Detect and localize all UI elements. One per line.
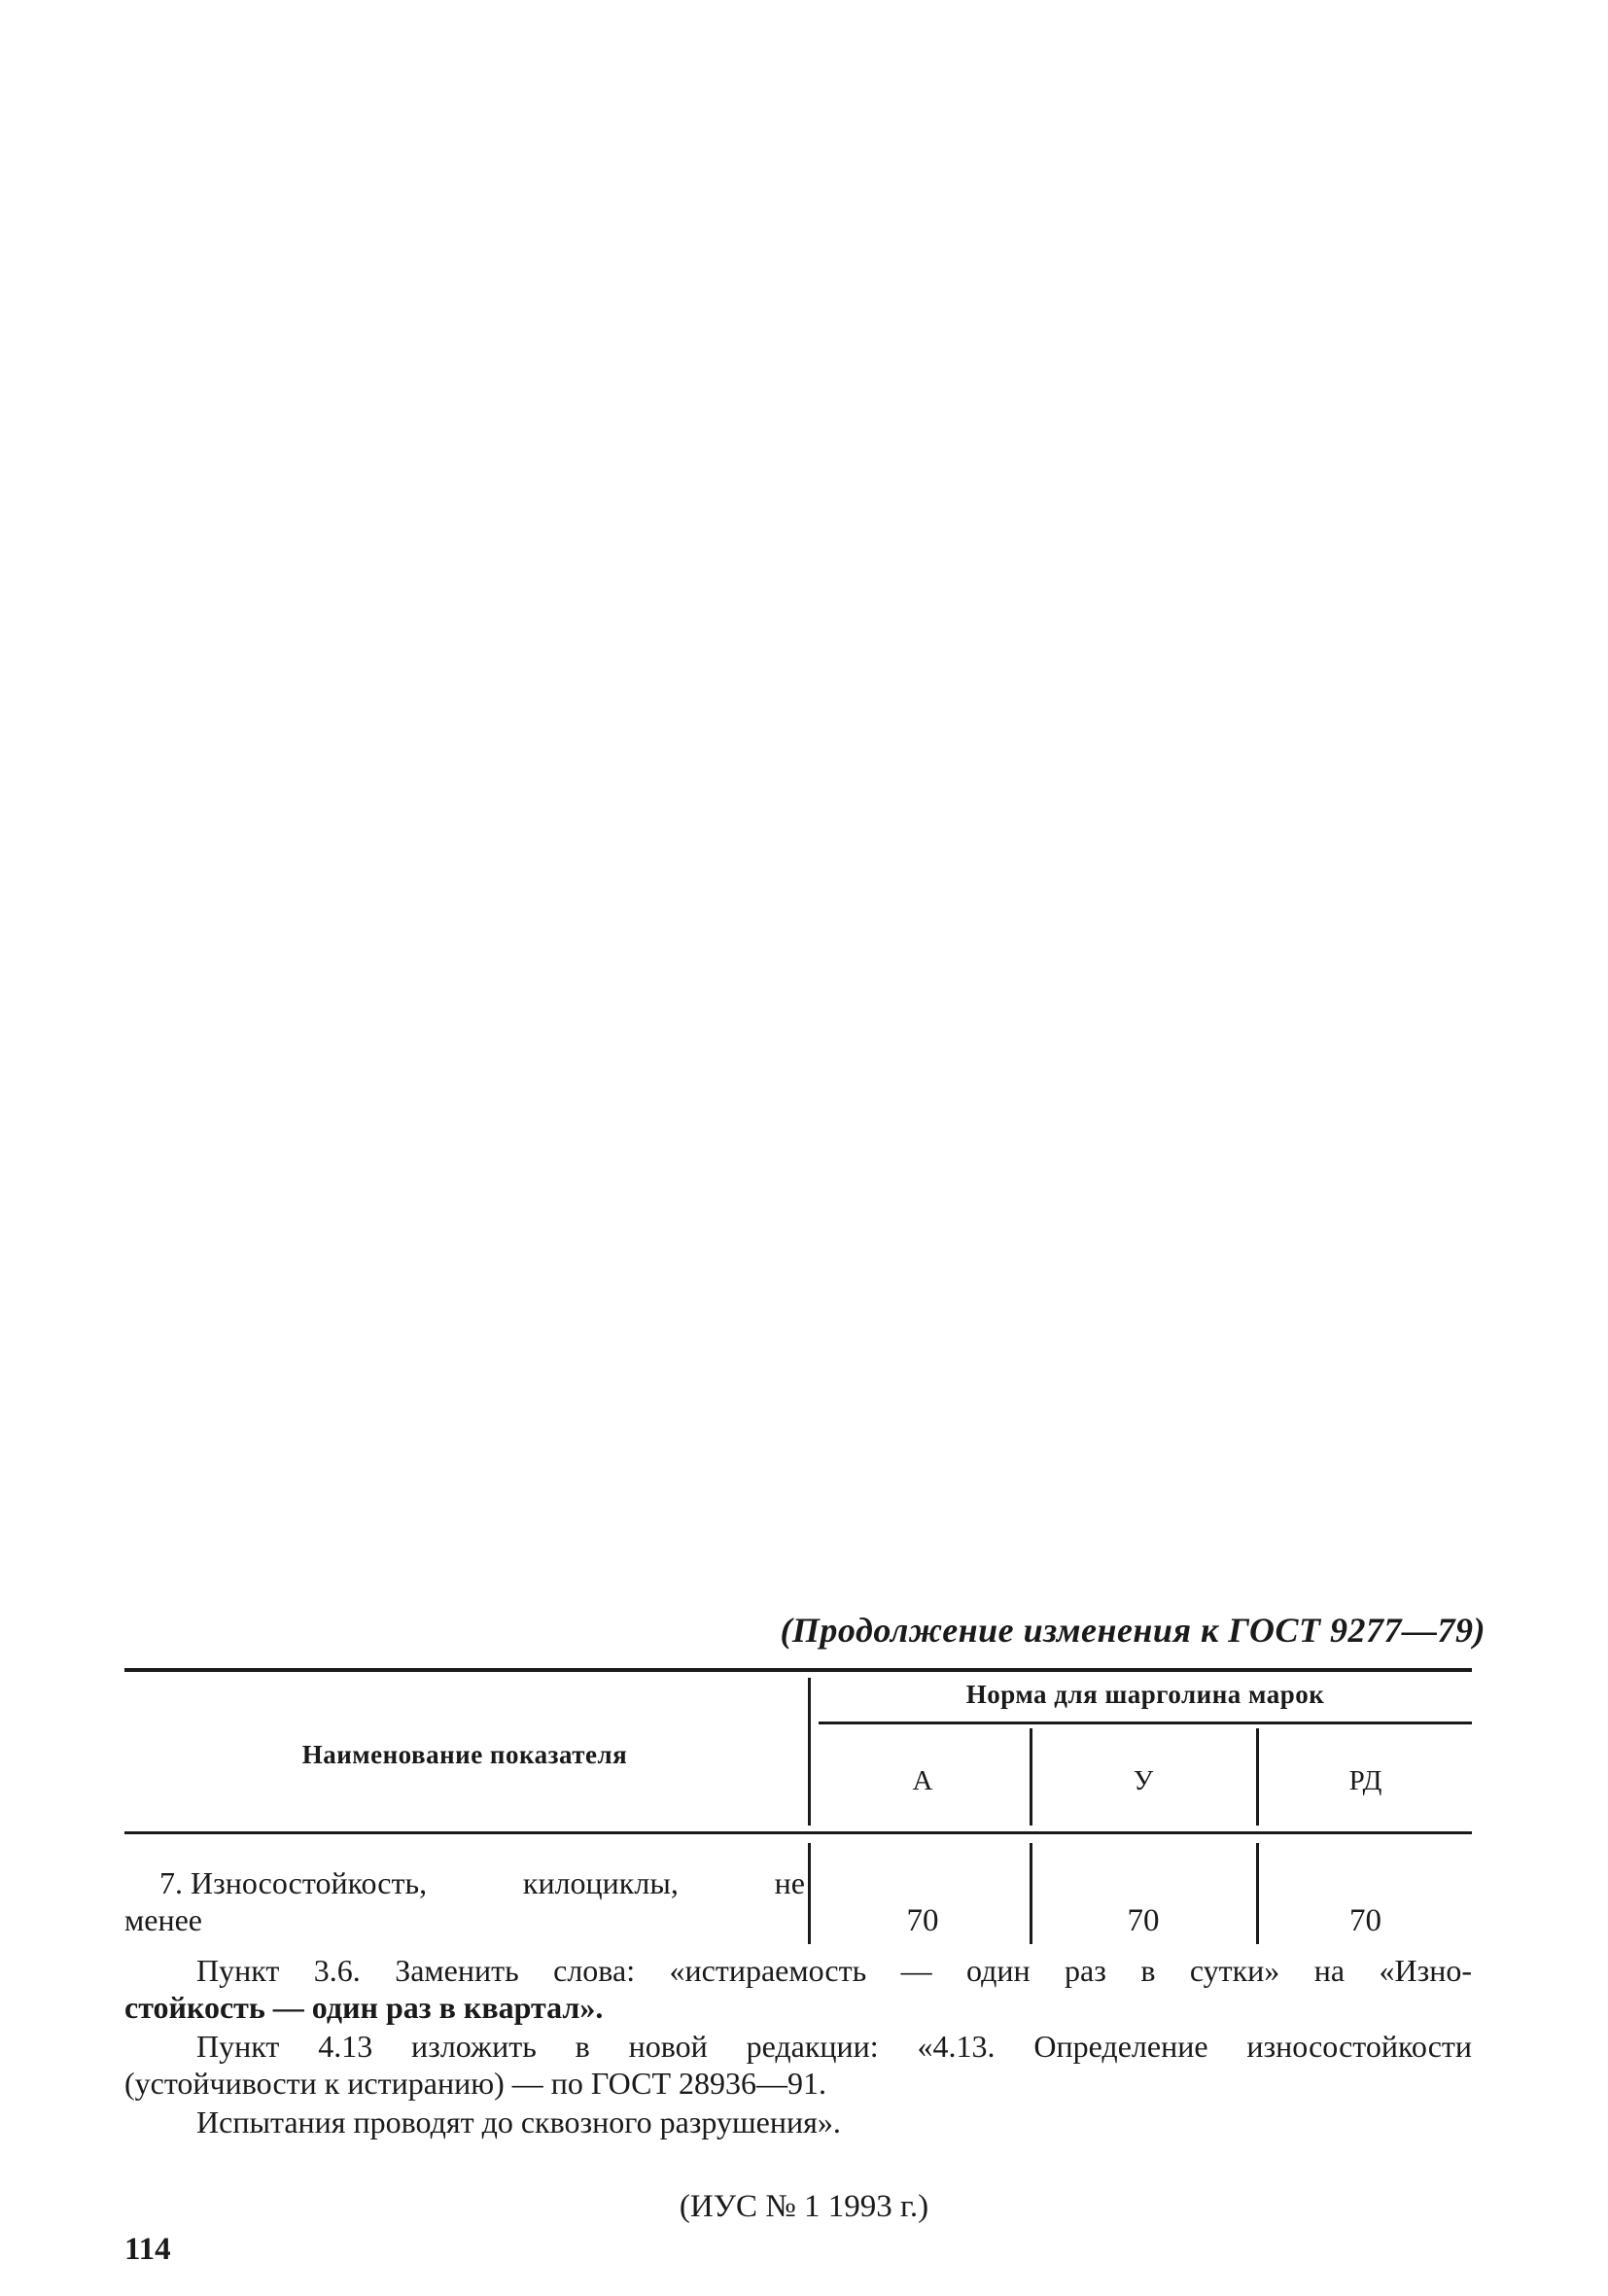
row-name-line2: менее	[124, 1902, 202, 1937]
paragraph-line: Пункт 3.6. Заменить слова: «истираемость — один раз в сутки» на «Изно-	[196, 1953, 1472, 1988]
header-sub-rule	[819, 1722, 1472, 1724]
value-rd: 70	[1349, 1903, 1381, 1938]
paragraph-tests	[124, 2104, 1486, 2140]
row-name-line1	[124, 1864, 805, 1901]
row-name-word: не	[774, 1865, 805, 1900]
divider-name-col	[808, 1678, 811, 1826]
column-header-name: Наименование показателя	[301, 1740, 628, 1769]
table-row	[124, 1864, 805, 1938]
page-number: 114	[124, 2232, 171, 2267]
ius-reference: (ИУС № 1 1993 г.)	[679, 2189, 929, 2224]
paragraph-line: (устойчивости к истиранию) — по ГОСТ 28936—91.	[124, 2066, 826, 2101]
paragraph-4-13	[124, 2028, 1472, 2102]
value-u: 70	[1127, 1903, 1160, 1938]
paragraph-line: стойкость — один раз в квартал».	[124, 1990, 604, 2025]
row-name-word: 7. Износостойкость,	[159, 1865, 428, 1900]
paragraph-line: Испытания проводят до сквозного разрушения».	[196, 2105, 841, 2139]
value-a: 70	[906, 1903, 939, 1938]
row-name-word: килоциклы,	[522, 1865, 679, 1900]
grade-header-u: У	[1133, 1765, 1154, 1796]
column-header-norm: Норма для шарголина марок	[965, 1680, 1325, 1709]
continuation-header: (Продолжение изменения к ГОСТ 9277—79)	[780, 1611, 1486, 1650]
paragraph-line: Пункт 4.13 изложить в новой редакции: «4.13. Определение износостойкости	[196, 2029, 1472, 2064]
header-bottom-rule	[124, 1831, 1472, 1834]
paragraph-3-6	[124, 1952, 1472, 2026]
grade-header-a: А	[912, 1765, 933, 1796]
row-divider-name-col	[808, 1843, 811, 1944]
table-top-rule	[124, 1668, 1472, 1672]
grade-header-rd: РД	[1348, 1765, 1382, 1796]
